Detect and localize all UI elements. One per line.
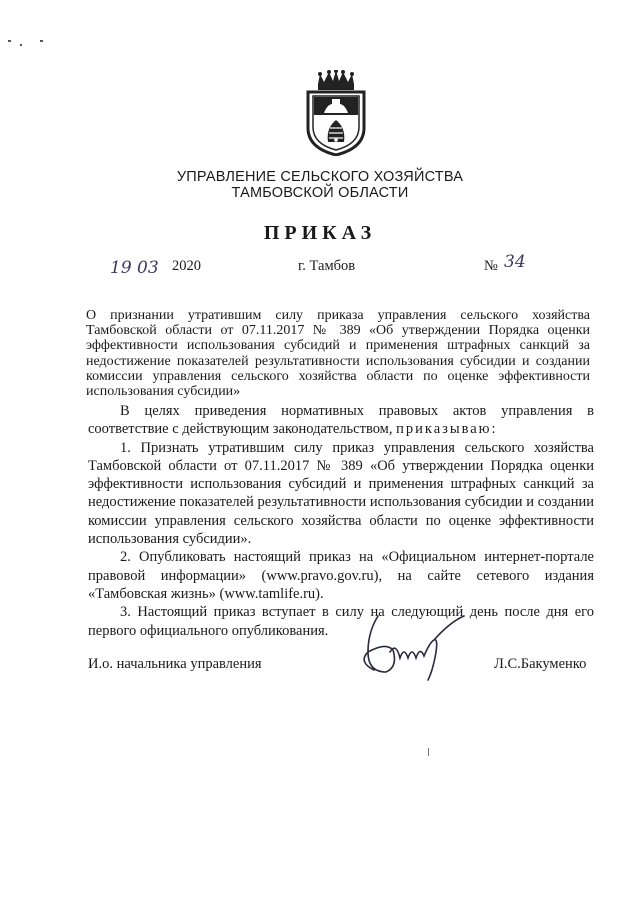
handwritten-date: 19 03 bbox=[110, 258, 159, 278]
signer-position: И.о. начальника управления bbox=[88, 656, 262, 672]
scan-speck bbox=[40, 40, 43, 42]
subject-text: О признании утратившим силу приказа управления сельского хозяйства Тамбовской области от 07.11.2017 № 389 «Об утверждении Порядка оценки эффективности использования субсидий и применения штрафных санкций за недостижение показателей результативности использования субсидии и создании комиссии управления сельского хозяйства области по оценке эффективности использования субсидии» bbox=[86, 308, 590, 400]
scan-speck bbox=[20, 44, 22, 46]
preamble-paragraph bbox=[88, 402, 594, 439]
handwritten-number: 34 bbox=[504, 252, 526, 272]
scan-speck bbox=[8, 40, 11, 42]
signer-name: Л.С.Бакуменко bbox=[494, 656, 587, 672]
document-number-label: № bbox=[484, 258, 498, 274]
document-year: 2020 bbox=[172, 258, 201, 274]
coat-of-arms-emblem bbox=[302, 70, 370, 156]
order-item-1: 1. Признать утратившим силу приказ управления сельского хозяйства Тамбовской области от 07.11.2017 № 389 «Об утверждении Порядка оценки эффективности использования субсидий и применения штрафных санкций за недостижение показателей результативности использования субсидии и создании комиссии управления сельского хозяйства области по оценке эффективности использования субсидии». bbox=[88, 439, 594, 548]
scan-mark bbox=[428, 748, 429, 756]
document-body bbox=[88, 402, 594, 640]
preamble-order-word: приказываю: bbox=[396, 421, 498, 438]
document-city: г. Тамбов bbox=[298, 258, 356, 274]
order-item-3: 3. Настоящий приказ вступает в силу на следующий день после дня его первого официального опубликования. bbox=[88, 604, 594, 639]
document-subject bbox=[86, 308, 590, 399]
document-title: ПРИКАЗ bbox=[263, 222, 377, 244]
organization-name-line1: УПРАВЛЕНИЕ СЕЛЬСКОГО ХОЗЯЙСТВА bbox=[176, 169, 464, 185]
handwritten-signature bbox=[338, 612, 468, 682]
order-item-2: 2. Опубликовать настоящий приказ на «Официальном интернет-портале правовой информации» (www.pravo.gov.ru), на сайте сетевого издания «Тамбовская жизнь» (www.tamlife.ru). bbox=[88, 549, 594, 602]
preamble-text: В целях приведения нормативных правовых актов управления в соответствие с действующим законодательством, bbox=[88, 403, 594, 438]
organization-name-line2: ТАМБОВСКОЙ ОБЛАСТИ bbox=[231, 185, 409, 201]
